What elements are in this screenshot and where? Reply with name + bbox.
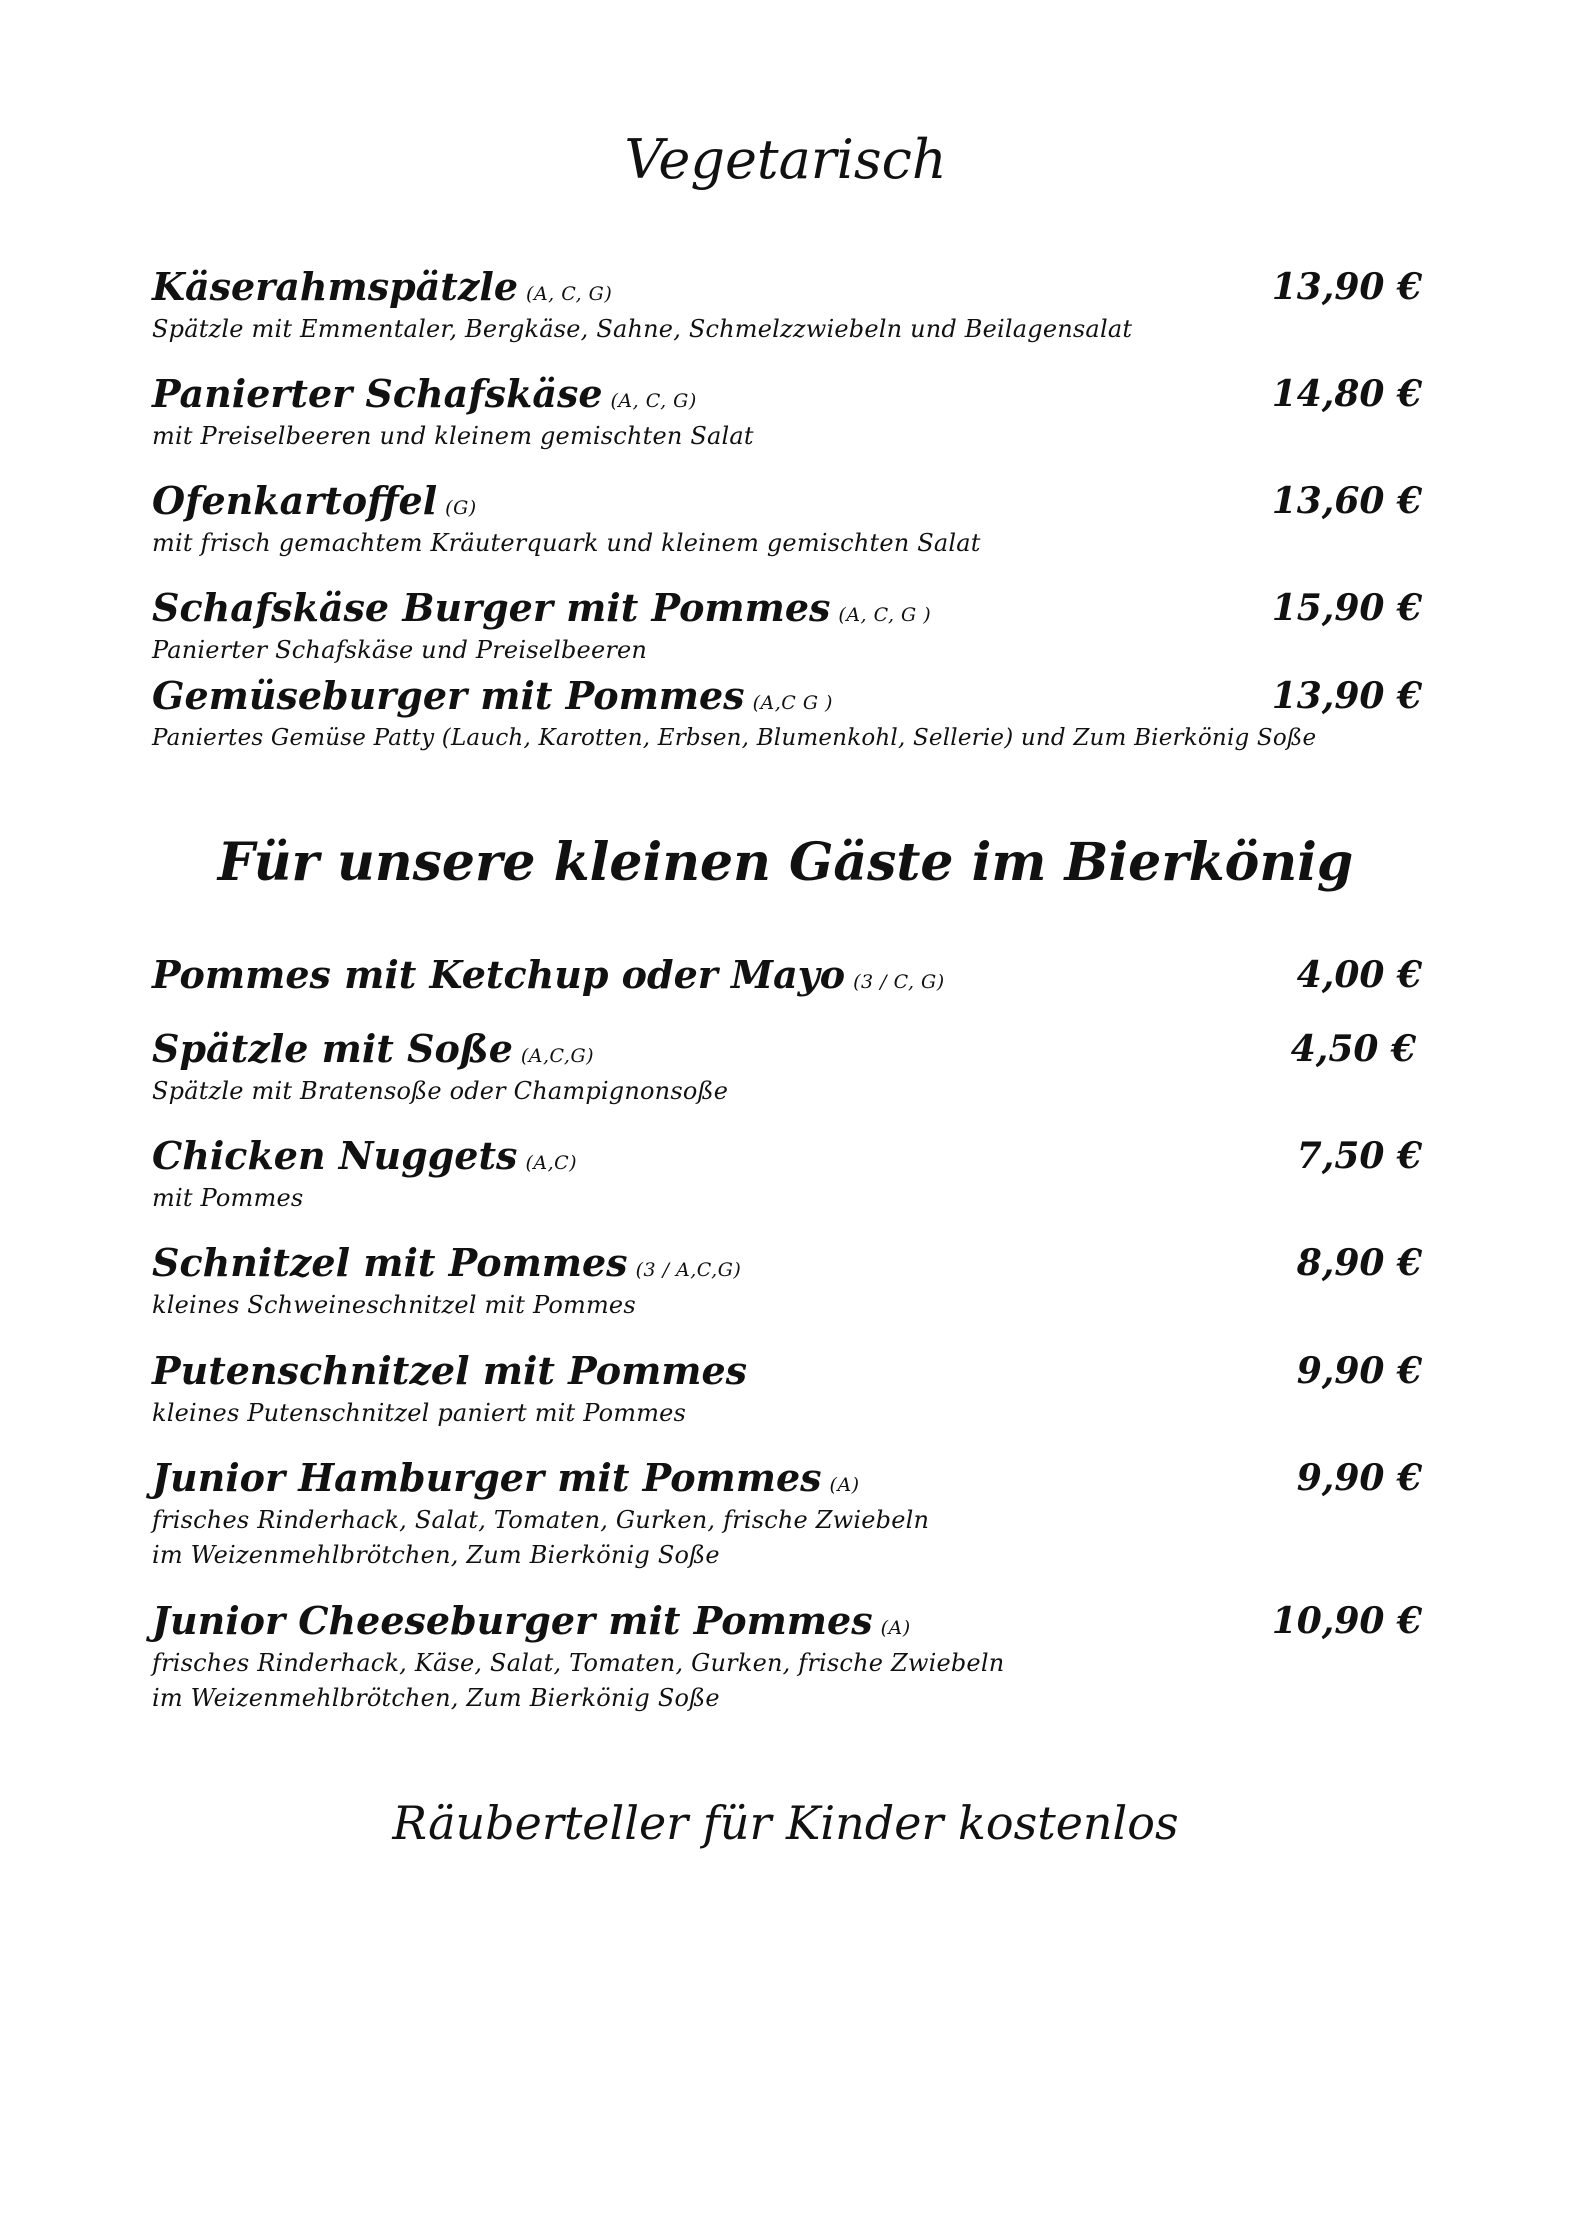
- item-name: Käserahmspätzle: [152, 264, 519, 309]
- item-description: Paniertes Gemüse Patty (Lauch, Karotten, Erbsen, Blumenkohl, Sellerie) und Zum Bierkönig Soße: [152, 725, 1317, 751]
- section-title-kinder: Für unsere kleinen Gäste im Bierkönig: [217, 832, 1354, 893]
- item-description: kleines Putenschnitzel paniert mit Pommes: [152, 1399, 687, 1427]
- item-allergens: (A,C,G): [520, 1045, 595, 1067]
- item-price: 10,90 €: [1271, 1600, 1422, 1642]
- menu-item: [152, 476, 1422, 561]
- item-price: 13,90 €: [1271, 266, 1422, 308]
- item-description: Spätzle mit Emmentaler, Bergkäse, Sahne, Schmelzzwiebeln und Beilagensalat: [152, 315, 1133, 343]
- item-description: Panierter Schafskäse und Preiselbeeren: [152, 636, 648, 664]
- item-description: mit Pommes: [152, 1184, 304, 1212]
- section-title-vegetarisch: Vegetarisch: [624, 128, 947, 191]
- menu-item: [152, 671, 1422, 756]
- item-allergens: (3 / C, G): [853, 971, 945, 993]
- item-name: Panierter Schafskäse: [152, 371, 603, 416]
- item-name: Gemüseburger mit Pommes: [152, 673, 745, 718]
- footer-note: Räuberteller für Kinder kostenlos: [392, 1796, 1179, 1850]
- menu-item: [152, 369, 1422, 454]
- item-description: im Weizenmehlbrötchen, Zum Bierkönig Soße: [152, 1684, 720, 1712]
- item-price: 13,60 €: [1271, 480, 1422, 522]
- item-allergens: (A, C, G): [526, 283, 613, 305]
- item-name: Putenschnitzel mit Pommes: [152, 1348, 748, 1393]
- item-allergens: (A): [829, 1474, 860, 1496]
- menu-item: [152, 1131, 1422, 1216]
- item-name: Schafskäse Burger mit Pommes: [152, 585, 831, 630]
- item-allergens: (3 / A,C,G): [635, 1259, 742, 1281]
- item-description: frisches Rinderhack, Salat, Tomaten, Gurken, frische Zwiebeln: [152, 1506, 930, 1534]
- item-allergens: (G): [445, 497, 477, 519]
- item-price: 15,90 €: [1271, 587, 1422, 629]
- item-allergens: (A): [880, 1617, 911, 1639]
- item-price: 14,80 €: [1271, 373, 1422, 415]
- menu-item: [152, 1024, 1422, 1109]
- item-price: 9,90 €: [1296, 1350, 1422, 1392]
- item-description: frisches Rinderhack, Käse, Salat, Tomaten, Gurken, frische Zwiebeln: [152, 1649, 1005, 1677]
- item-allergens: (A, C, G): [610, 390, 697, 412]
- item-price: 13,90 €: [1271, 675, 1422, 717]
- item-description: mit Preiselbeeren und kleinem gemischten Salat: [152, 422, 754, 450]
- item-allergens: (A,C G ): [752, 692, 833, 714]
- item-description: kleines Schweineschnitzel mit Pommes: [152, 1291, 636, 1319]
- item-price: 9,90 €: [1296, 1457, 1422, 1499]
- menu-item: [152, 950, 1422, 1000]
- item-name: Ofenkartoffel: [152, 478, 438, 523]
- item-description: im Weizenmehlbrötchen, Zum Bierkönig Soße: [152, 1541, 720, 1569]
- item-price: 4,50 €: [1290, 1028, 1416, 1070]
- item-name: Junior Cheeseburger mit Pommes: [152, 1598, 873, 1643]
- menu-item: [152, 1596, 1422, 1716]
- item-allergens: (A,C): [525, 1152, 578, 1174]
- item-name: Schnitzel mit Pommes: [152, 1240, 628, 1285]
- item-name: Junior Hamburger mit Pommes: [152, 1455, 822, 1500]
- item-name: Spätzle mit Soße: [152, 1026, 513, 1071]
- item-price: 8,90 €: [1296, 1242, 1422, 1284]
- item-description: Spätzle mit Bratensoße oder Champignonsoße: [152, 1077, 729, 1105]
- menu-item: [152, 1238, 1422, 1323]
- item-description: mit frisch gemachtem Kräuterquark und kleinem gemischten Salat: [152, 529, 981, 557]
- item-price: 4,00 €: [1296, 954, 1422, 996]
- menu-item: [152, 1346, 1422, 1431]
- menu-item: [152, 262, 1422, 347]
- item-allergens: (A, C, G ): [838, 604, 932, 626]
- menu-item: [152, 583, 1422, 668]
- item-name: Chicken Nuggets: [152, 1133, 518, 1178]
- item-price: 7,50 €: [1296, 1135, 1422, 1177]
- menu-item: [152, 1453, 1422, 1573]
- item-name: Pommes mit Ketchup oder Mayo: [152, 952, 846, 997]
